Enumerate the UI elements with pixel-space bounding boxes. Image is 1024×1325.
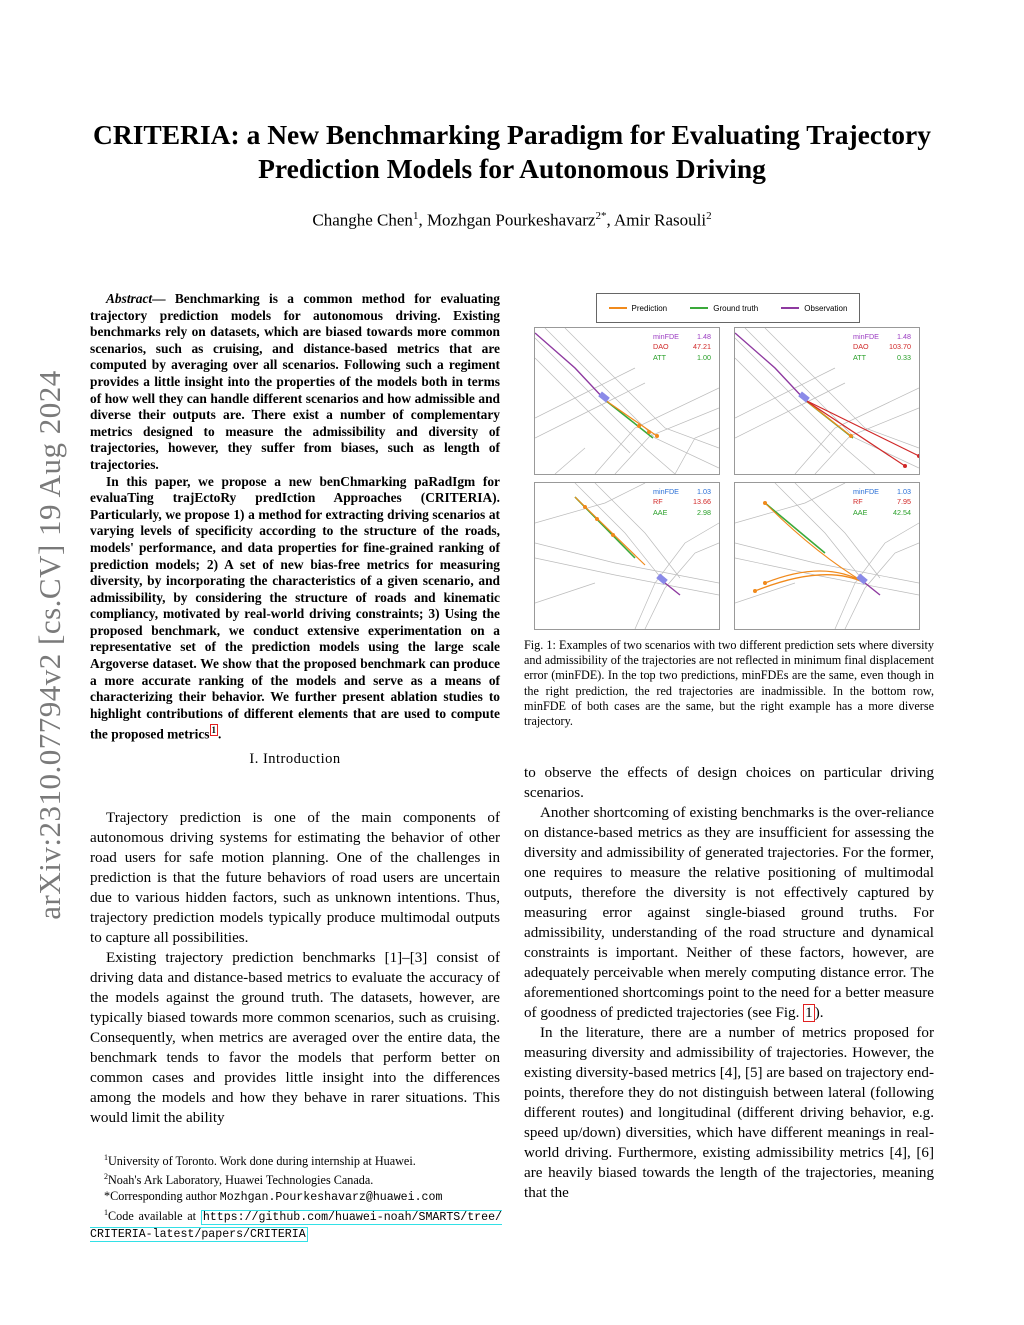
footnote: $^2$Noah's Ark Laboratory, Huawei Technologies Canada.	[104, 1172, 374, 1188]
author-name: Changhe Chen	[312, 210, 413, 230]
author-list: Changhe Chen$^1$, Mozhgan Pourkeshavarz$^{2*}$, Amir Rasouli$^2$	[312, 210, 712, 230]
abstract-lead: Abstract	[106, 291, 153, 306]
author-affiliation: 2*	[595, 210, 607, 222]
metrics-box: minFDE 1.48 DAO 103.70 ATT 0.33	[853, 332, 911, 362]
author-affiliation: 2	[706, 210, 712, 222]
figure-legend	[596, 293, 860, 323]
footnote: *Corresponding author Mozhgan.Pourkeshavarz@huawei.com	[104, 1188, 443, 1204]
right-column-text	[524, 763, 934, 1203]
metrics-box: minFDE 1.03 RF 7.95 AAE 42.54	[853, 487, 911, 517]
legend-item-ground-truth: Ground truth	[690, 304, 758, 313]
figure-panel-top-left	[534, 327, 720, 475]
figure-reference-link[interactable]: 1	[805, 1005, 813, 1021]
figure-panel-bottom-left	[534, 482, 720, 630]
figure-caption: Fig. 1: Examples of two scenarios with two different prediction sets where diversity and admissibility of the trajectories are not reflected in minimum final displacement error (minFDE). In the top two predictions, minFDEs are the same, even though in the right prediction, the red trajectories are inadmissible. In the bottom row, minFDE of both cases are the same, but the right example has a more diverse trajectory.	[524, 638, 934, 729]
legend-item-prediction: Prediction	[609, 304, 668, 313]
paper-title	[60, 118, 964, 186]
footnotes	[90, 1150, 502, 1242]
arxiv-stamp	[20, 345, 80, 945]
abstract-paragraph-1: Abstract— Benchmarking is a common method for evaluating trajectory prediction models for autonomous driving. Existing benchmarks rely on datasets, which are biased towards more common scenarios, such as cruising, and distance-based metrics that are computed by averaging over all scenarios. Following such a regiment provides a little insight into the properties of the models both in terms of how well they can handle different scenarios and how admissible and diverse their outputs are. There exist a number of complementary metrics designed to measure the admissibility and diversity of trajectories, however, they suffer from biases, such as length of trajectories.	[90, 291, 500, 472]
legend-item-observation: Observation	[781, 304, 847, 313]
intro-paragraph: Existing trajectory prediction benchmarks [1]–[3] consist of driving data and distance-based metrics to evaluate the accuracy of the models against the ground truth. The datasets, however, are typically biased towards more common scenarios, such as cruising. Consequently, when metrics are averaged over the entire data, the benchmark tends to favor the models that perform better on common cases and provides little insight into the differences among the models and how they behave in rarer situations. This would limit the ability	[90, 950, 500, 1126]
footnote: $^1$University of Toronto. Work done during internship at Huawei.	[104, 1153, 416, 1169]
abstract-text: Benchmarking is a common method for evaluating trajectory prediction models for autonomous driving. Existing benchmarks rely on datasets, which are biased towards more common scenarios, such as cruising, and distance-based metrics that are computed by averaging over all scenarios. Following such a regiment provides a little insight into the properties of the models both in terms of how well they can handle different scenarios and how admissible and diverse their outputs are. There exist a number of complementary metrics designed to measure the admissibility and diversity of trajectories, however, they suffer from biases, such as length of trajectories.	[90, 291, 500, 472]
figure-1	[530, 292, 934, 632]
abstract-text: In this paper, we propose a new benChmarking paRadIgm for evaluaTing trajEctoRy predIction Approaches (CRITERIA). Particularly, we propose 1) a method for extracting driving scenarios at varying levels of specificity according to the structure of the roads, models' performance, and data properties for fine-grained ranking of prediction models; 2) A set of new bias-free metrics for measuring diversity, by incorporating the characteristics of a given scenario, and admissibility, by considering the structure of roads and kinematic compliancy, motivated by real-world driving constraints; 3) Using the proposed benchmark, we conduct extensive experimentation on a representative set of the prediction models using the large scale Argoverse dataset. We show that the proposed benchmark can produce a more accurate ranking of the models and serve as a means of characterizing their behavior. We further present ablation studies to highlight contributions of different elements that are used to compute the proposed metrics	[90, 473, 500, 742]
body-paragraph: In the literature, there are a number of metrics proposed for measuring diversity and admissibility of trajectories. However, the existing diversity-based metrics [4], [5] are based on trajectory end-points, therefore they do not distinguish between lateral (following different routes) and longitudinal (different driving behavior, e.g. speed up/down) diversities, which have different meanings in real-world driving. Furthermore, existing admissibility metrics [4], [6] are heavily biased towards the length of the trajectories, meaning that the	[524, 1025, 934, 1201]
email-link[interactable]: Mozhgan.Pourkeshavarz@huawei.com	[219, 1190, 443, 1204]
author-name: Mozhgan Pourkeshavarz	[426, 210, 596, 230]
title-line-1: CRITERIA: a New Benchmarking Paradigm for Evaluating Trajectory	[93, 119, 931, 150]
arxiv-stamp-text: arXiv:2310.07794v2 [cs.CV] 19 Aug 2024	[32, 370, 67, 920]
abstract	[90, 291, 500, 744]
title-line-2: Prediction Models for Autonomous Driving	[258, 153, 766, 184]
intro-paragraph: Trajectory prediction is one of the main components of autonomous driving systems for estimating the behavior of other road users for safe motion planning. One of the challenges in prediction is that the future behaviors of road users are uncertain due to various hidden factors, such as unknown intentions. Thus, trajectory prediction models typically produce multimodal outputs to capture all possibilities.	[90, 810, 500, 946]
author-name: Amir Rasouli	[614, 210, 707, 230]
metrics-box: minFDE 1.03 RF 13.66 AAE 2.98	[653, 487, 711, 517]
introduction-text	[90, 808, 500, 1128]
author-affiliation: 1	[412, 210, 419, 222]
footnote-link[interactable]: 1	[211, 725, 217, 736]
code-url-link[interactable]: https://github.com/huawei-noah/SMARTS/tree/CRITERIA-latest/papers/CRITERIA	[90, 1211, 502, 1241]
figure-panel-bottom-right	[734, 482, 920, 630]
body-paragraph: Another shortcoming of existing benchmarks is the over-reliance on distance-based metrics as they are insufficient for assessing the diversity and admissibility of generated trajectories. For the former, one requires to measure the relative positioning of multimodal outputs, therefore the diversity is not effectively captured by measuring error against single-biased ground truths. For admissibility, understanding of the road structure and dynamical constraints is important. Neither of these factors, however, are adequately perceivable when merely computing distance error. The aforementioned shortcomings point to the need for a better measure of goodness of predicted trajectories (see Fig. 1 ).	[524, 805, 934, 1021]
body-paragraph: to observe the effects of design choices on particular driving scenarios.	[524, 765, 934, 801]
metrics-box: minFDE 1.48 DAO 47.21 ATT 1.00	[653, 332, 711, 362]
footnote: $^1$Code available at https://github.com/huawei-noah/SMARTS/tree/CRITERIA-latest/papers/CRITERIA	[90, 1208, 502, 1241]
abstract-paragraph-2: In this paper, we propose a new benChmarking paRadIgm for evaluaTing trajEctoRy predIction Approaches (CRITERIA). Particularly, we propose 1) a method for extracting driving scenarios at varying levels of specificity according to the structure of the roads, models' performance, and data properties for fine-grained ranking of prediction models; 2) A set of new bias-free metrics for measuring diversity, by incorporating the characteristics of a given scenario, and admissibility, by considering the structure of roads and kinematic compliancy, motivated by real-world driving constraints; 3) Using the proposed benchmark, we conduct extensive experimentation on a representative set of the prediction models using the large scale Argoverse dataset. We show that the proposed benchmark can produce a more accurate ranking of the models and serve as a means of characterizing their behavior. We further present ablation studies to highlight contributions of different elements that are used to compute the proposed metrics $^1$ .	[90, 473, 500, 742]
section-heading: I. Introduction	[249, 751, 341, 767]
figure-panel-top-right	[734, 327, 920, 475]
